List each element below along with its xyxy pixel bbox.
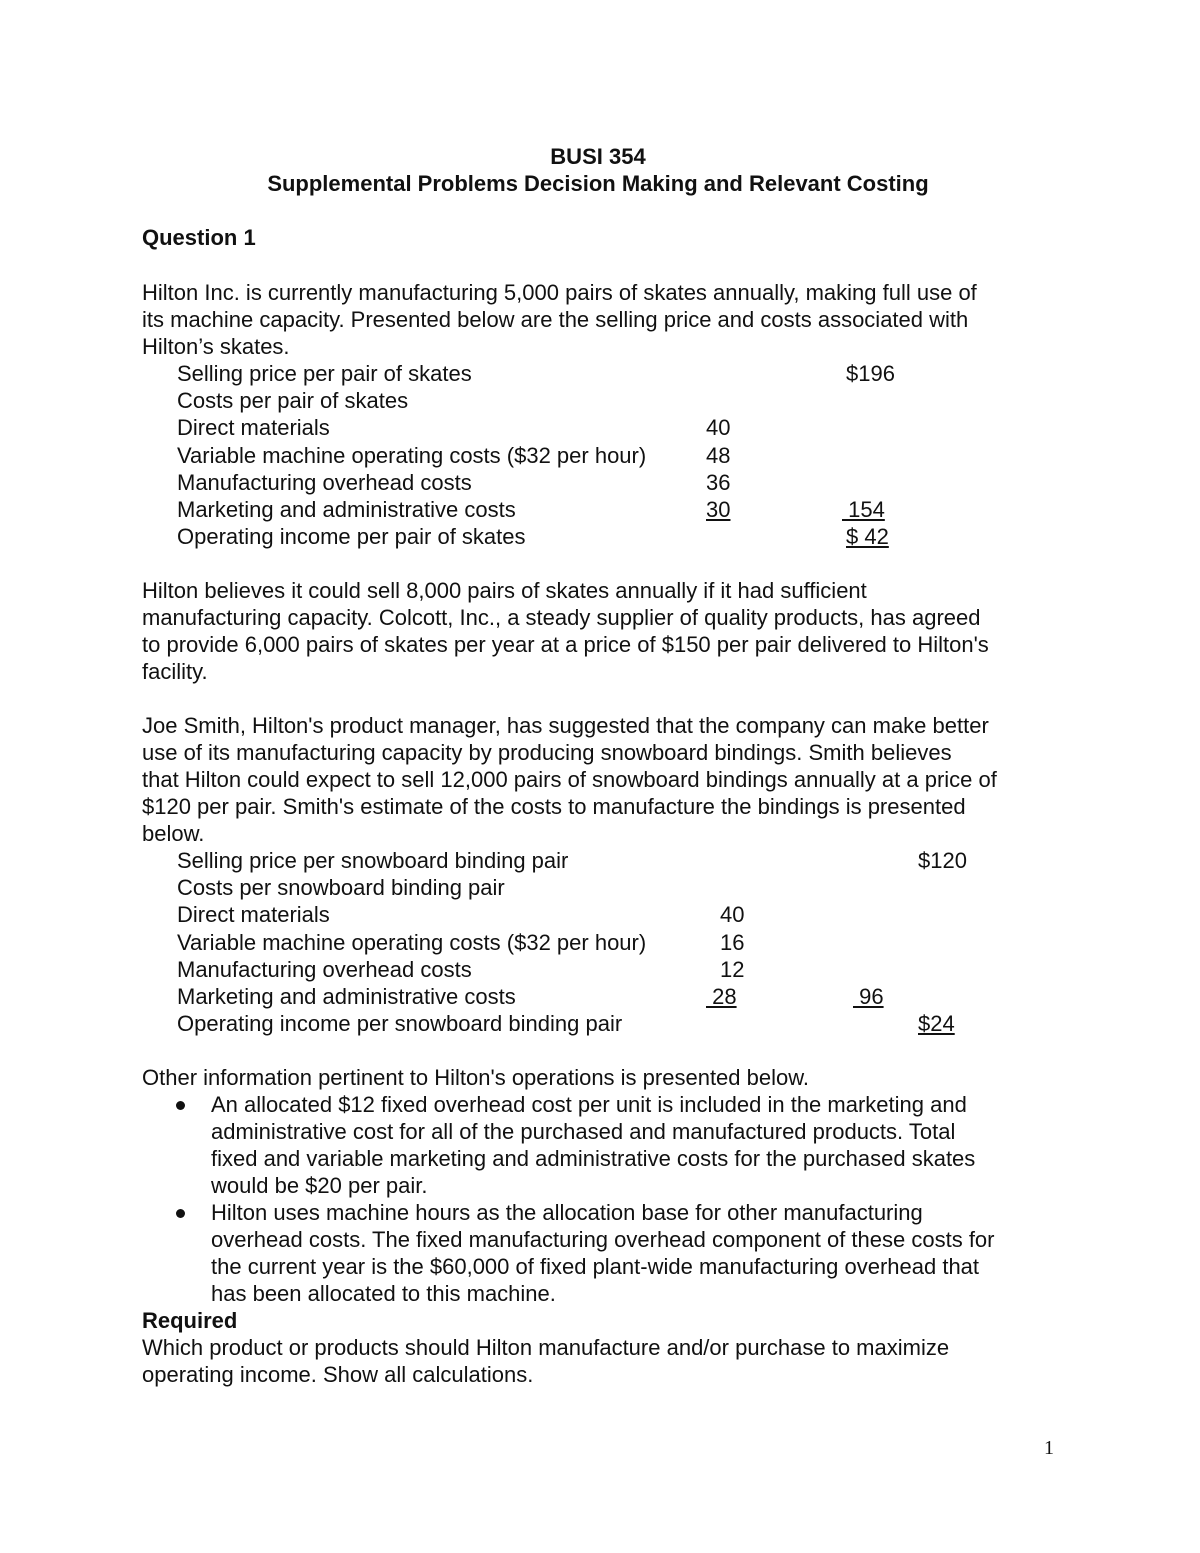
- paragraph-line: manufacturing capacity. Colcott, Inc., a steady supplier of quality products, has agreed: [142, 605, 981, 630]
- row-label: Operating income per snowboard binding pair: [177, 1011, 623, 1036]
- table-row: [0, 983, 1200, 1010]
- row-value: 30: [706, 497, 731, 522]
- intro-line: Hilton’s skates.: [142, 334, 290, 359]
- row-label: Manufacturing overhead costs: [177, 470, 472, 495]
- paragraph-line: operating income. Show all calculations.: [142, 1362, 534, 1387]
- table-row: [0, 901, 1200, 928]
- row-value: 48: [706, 443, 731, 468]
- row-label: Marketing and administrative costs: [177, 984, 516, 1009]
- bullet-line: would be $20 per pair.: [211, 1173, 428, 1198]
- table-row: [0, 360, 1200, 387]
- bullet-line: the current year is the $60,000 of fixed plant-wide manufacturing overhead that: [211, 1254, 980, 1279]
- operating-income-value: $ 42: [846, 524, 889, 549]
- list-item: [142, 1199, 1072, 1307]
- table-row: [0, 523, 1200, 550]
- table-row: [0, 442, 1200, 469]
- row-label: Selling price per pair of skates: [177, 361, 472, 386]
- paragraph-line: $120 per pair. Smith's estimate of the costs to manufacture the bindings is presented: [142, 794, 966, 819]
- table-row: [0, 496, 1200, 523]
- row-value: 40: [720, 902, 745, 927]
- paragraph-line: Which product or products should Hilton manufacture and/or purchase to maximize: [142, 1335, 950, 1360]
- bullet-line: overhead costs. The fixed manufacturing overhead component of these costs for: [211, 1227, 995, 1252]
- intro-paragraph: [142, 279, 1072, 360]
- required-heading: Required: [142, 1308, 238, 1333]
- document-subtitle: Supplemental Problems Decision Making and Relevant Costing: [267, 171, 929, 196]
- bullet-line: administrative cost for all of the purchased and manufactured products. Total: [211, 1119, 956, 1144]
- row-label: Manufacturing overhead costs: [177, 957, 472, 982]
- row-value: 36: [706, 470, 731, 495]
- paragraph-line: Joe Smith, Hilton's product manager, has suggested that the company can make better: [142, 713, 989, 738]
- row-label: Selling price per snowboard binding pair: [177, 848, 569, 873]
- row-label: Marketing and administrative costs: [177, 497, 516, 522]
- bullet-line: Hilton uses machine hours as the allocation base for other manufacturing: [211, 1200, 923, 1225]
- row-label: Direct materials: [177, 415, 330, 440]
- paragraph-line: below.: [142, 821, 205, 846]
- table-row: [0, 956, 1200, 983]
- bullet-text: [211, 1199, 1071, 1307]
- capacity-paragraph: [142, 577, 1072, 685]
- table-row: [0, 874, 1200, 901]
- intro-line: Hilton Inc. is currently manufacturing 5,000 pairs of skates annually, making full use of: [142, 280, 977, 305]
- row-label: Direct materials: [177, 902, 330, 927]
- other-info-intro: Other information pertinent to Hilton's operations is presented below.: [142, 1065, 810, 1090]
- operating-income-value: $24: [918, 1011, 955, 1036]
- row-value: $196: [846, 361, 895, 386]
- table-row: [0, 414, 1200, 441]
- table-row: [0, 1010, 1200, 1037]
- bullet-line: fixed and variable marketing and administrative costs for the purchased skates: [211, 1146, 976, 1171]
- row-label: Operating income per pair of skates: [177, 524, 526, 549]
- course-title: BUSI 354: [550, 144, 646, 169]
- paragraph-line: to provide 6,000 pairs of skates per year at a price of $150 per pair delivered to Hilton's: [142, 632, 989, 657]
- row-value: 16: [720, 930, 745, 955]
- total-costs-value: 154: [842, 497, 885, 522]
- table-row: [0, 469, 1200, 496]
- row-value: 12: [720, 957, 745, 982]
- paragraph-line: facility.: [142, 659, 208, 684]
- row-label: Variable machine operating costs ($32 per hour): [177, 443, 647, 468]
- row-label: Variable machine operating costs ($32 per hour): [177, 930, 647, 955]
- bullet-icon: [176, 1209, 185, 1218]
- row-value: 28: [706, 984, 737, 1009]
- intro-line: its machine capacity. Presented below are the selling price and costs associated with: [142, 307, 969, 332]
- bullet-line: An allocated $12 fixed overhead cost per unit is included in the marketing and: [211, 1092, 967, 1117]
- paragraph-line: use of its manufacturing capacity by producing snowboard bindings. Smith believes: [142, 740, 952, 765]
- row-label: Costs per pair of skates: [177, 388, 409, 413]
- bullet-icon: [176, 1101, 185, 1110]
- paragraph-line: that Hilton could expect to sell 12,000 pairs of snowboard bindings annually at a price of: [142, 767, 997, 792]
- row-value: $120: [918, 848, 967, 873]
- list-item: [142, 1091, 1072, 1199]
- table-row: [0, 929, 1200, 956]
- bullet-text: [211, 1091, 1071, 1199]
- row-label: Costs per snowboard binding pair: [177, 875, 505, 900]
- table-row: [0, 387, 1200, 414]
- bindings-paragraph: [142, 712, 1072, 847]
- bullet-line: has been allocated to this machine.: [211, 1281, 556, 1306]
- page-number: 1: [1044, 1437, 1054, 1459]
- question-heading: Question 1: [142, 225, 256, 250]
- paragraph-line: Hilton believes it could sell 8,000 pairs of skates annually if it had sufficient: [142, 578, 867, 603]
- row-value: 40: [706, 415, 731, 440]
- table-row: [0, 847, 1200, 874]
- total-costs-value: 96: [853, 984, 884, 1009]
- required-paragraph: [142, 1334, 1072, 1388]
